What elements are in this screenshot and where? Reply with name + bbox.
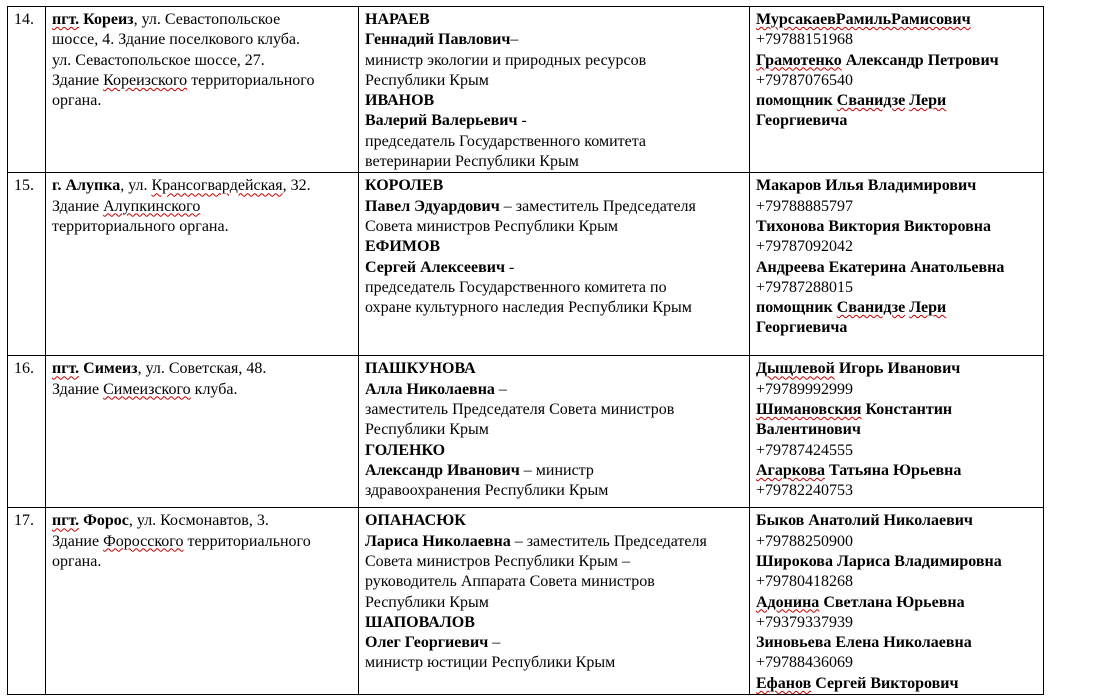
text-segment: ОПАНАСЮК	[365, 512, 466, 530]
text-segment: ЕФИМОВ	[365, 238, 441, 256]
spellcheck-flagged-text: Ефанов	[756, 674, 812, 692]
text-line	[756, 197, 1037, 217]
table-row	[8, 173, 1044, 356]
text-line	[756, 217, 1037, 237]
text-line	[365, 572, 743, 592]
text-segment: Здание	[52, 71, 104, 89]
spellcheck-flagged-text: Лери	[909, 299, 947, 317]
text-line	[365, 613, 743, 633]
text-segment: Татьяна Юрьевна	[824, 461, 962, 479]
text-line	[52, 91, 352, 111]
text-segment: руководитель Аппарата Совета министров	[365, 573, 655, 591]
spellcheck-flagged-text: пгт.	[52, 360, 80, 378]
text-line	[52, 511, 352, 531]
text-segment: +79379337939	[756, 613, 854, 631]
text-segment: Здание	[52, 532, 104, 550]
text-line	[52, 71, 352, 91]
contacts-cell	[750, 508, 1044, 695]
text-segment: –	[494, 380, 507, 398]
text-segment: , ул. Космонавтов, 3.	[128, 512, 269, 530]
text-line	[756, 674, 1037, 694]
text-line	[756, 441, 1037, 461]
text-line	[365, 237, 743, 257]
spellcheck-flagged-text: МурсакаевРамильРамисович	[756, 11, 971, 28]
responsible-officials-cell	[359, 7, 750, 173]
text-line	[52, 10, 352, 30]
text-line	[365, 71, 743, 91]
spellcheck-flagged-text: Крансогвардейская	[151, 177, 283, 195]
text-line	[365, 633, 743, 653]
text-line	[52, 176, 352, 196]
text-segment: +79787076540	[756, 71, 854, 89]
text-segment: – министр	[519, 461, 594, 479]
row-number-cell	[8, 508, 46, 695]
address-cell	[46, 173, 359, 356]
text-segment: Быков Анатолий Николаевич	[756, 512, 973, 530]
text-segment: председатель Государственного комитета по	[365, 278, 667, 296]
table-row	[8, 508, 1044, 695]
text-line	[365, 359, 743, 379]
text-line	[756, 633, 1037, 653]
text-segment: –	[488, 634, 501, 652]
text-segment: органа.	[52, 552, 102, 570]
text-segment: Александр Петрович	[841, 51, 999, 69]
text-line	[756, 258, 1037, 278]
text-segment: Сергей Викторович	[811, 674, 959, 692]
text-segment: +79787288015	[756, 278, 854, 296]
text-segment: Здание	[52, 197, 104, 215]
text-line	[365, 217, 743, 237]
text-segment: охране культурного наследия Республики Крым	[365, 299, 692, 317]
text-segment: Совета министров Республики Крым –	[365, 552, 630, 570]
text-line	[756, 318, 1037, 338]
text-segment: председатель Государственного комитета	[365, 132, 647, 150]
text-segment: территориального	[183, 532, 311, 550]
spellcheck-flagged-text: пгт.	[52, 512, 80, 530]
text-line	[365, 51, 743, 71]
text-line	[365, 400, 743, 420]
text-line	[756, 481, 1037, 501]
text-line	[52, 197, 352, 217]
text-line	[756, 552, 1037, 572]
text-segment: Александр Иванович	[365, 461, 520, 479]
text-segment: Павел Эдуардович	[365, 197, 500, 215]
text-segment: Сергей Алексеевич	[365, 258, 505, 276]
text-line	[365, 197, 743, 217]
text-segment: шоссе, 4. Здание поселкового клуба.	[52, 31, 301, 49]
text-line	[52, 30, 352, 50]
text-line	[365, 441, 743, 461]
text-segment: министр юстиции Республики Крым	[365, 654, 616, 672]
text-segment: территориального органа.	[52, 217, 229, 235]
text-segment: Здание	[52, 380, 104, 398]
text-segment: Геннадий Павлович	[365, 31, 511, 49]
row-number-cell	[8, 173, 46, 356]
text-segment: министр экологии и природных ресурсов	[365, 51, 647, 69]
text-line	[365, 461, 743, 481]
responsible-officials-cell	[359, 173, 750, 356]
row-number: 16.	[14, 360, 34, 378]
text-segment: –	[510, 31, 519, 49]
contacts-cell	[750, 173, 1044, 356]
text-line	[756, 298, 1037, 318]
text-line	[756, 71, 1037, 91]
text-segment: Республики Крым	[365, 421, 489, 439]
text-line	[756, 10, 1037, 30]
text-segment: помощник	[756, 299, 837, 317]
spellcheck-flagged-text: Сванидзе	[836, 92, 906, 110]
address-cell	[46, 356, 359, 508]
text-segment: Республики Крым	[365, 71, 489, 89]
text-line	[365, 176, 743, 196]
spellcheck-flagged-text: Адонина	[756, 593, 820, 611]
text-line	[365, 152, 743, 172]
text-line	[52, 380, 352, 400]
text-segment: +79787092042	[756, 238, 854, 256]
text-line	[756, 511, 1037, 531]
text-line	[365, 511, 743, 531]
text-line	[365, 132, 743, 152]
text-segment: Светлана Юрьевна	[819, 593, 965, 611]
text-line	[365, 91, 743, 111]
contacts-cell	[750, 356, 1044, 508]
address-cell	[46, 508, 359, 695]
text-segment: , ул.	[120, 177, 152, 195]
text-segment: Игорь Иванович	[834, 360, 961, 378]
text-segment: Георгиевича	[756, 319, 848, 337]
text-line	[756, 111, 1037, 131]
text-line	[756, 400, 1037, 420]
text-line	[756, 51, 1037, 71]
text-segment: Широкова Лариса Владимировна	[756, 552, 1002, 570]
spellcheck-flagged-text: Сванидзе	[836, 299, 906, 317]
text-segment: Тихонова Виктория Викторовна	[756, 217, 991, 235]
text-segment: помощник	[756, 92, 837, 110]
text-segment: Лариса Николаевна	[365, 532, 511, 550]
text-segment: КОРОЛЕВ	[365, 177, 444, 195]
text-line	[365, 593, 743, 613]
text-line	[756, 420, 1037, 440]
text-segment: +79780418268	[756, 573, 854, 591]
spellcheck-flagged-text: Алупкинского	[103, 197, 201, 215]
text-segment: органа.	[52, 92, 102, 110]
address-cell	[46, 7, 359, 173]
row-number: 17.	[14, 512, 34, 530]
table-row	[8, 356, 1044, 508]
text-line	[365, 420, 743, 440]
text-segment: заместитель Председателя Совета министров	[365, 400, 675, 418]
text-line	[365, 481, 743, 501]
text-line	[365, 10, 743, 30]
text-segment: Константин	[861, 400, 953, 418]
text-segment: г. Алупка	[52, 177, 121, 195]
text-segment: Совета министров Республики Крым	[365, 217, 618, 235]
text-line	[365, 653, 743, 673]
row-number-cell	[8, 7, 46, 173]
row-number: 15.	[14, 177, 34, 195]
text-segment: ИВАНОВ	[365, 92, 435, 110]
responsible-officials-cell	[359, 356, 750, 508]
text-line	[756, 278, 1037, 298]
contacts-cell	[750, 7, 1044, 173]
text-line	[756, 461, 1037, 481]
text-segment: Макаров Илья Владимирович	[756, 177, 977, 195]
row-number: 14.	[14, 11, 34, 28]
text-segment: Кореиз	[79, 11, 134, 28]
spellcheck-flagged-text: Лери	[909, 92, 947, 110]
text-line	[756, 30, 1037, 50]
text-segment: Алла Николаевна	[365, 380, 495, 398]
text-line	[756, 237, 1037, 257]
responsible-officials-cell	[359, 508, 750, 695]
spellcheck-flagged-text: Форосского	[103, 532, 184, 550]
text-segment: клуба.	[190, 380, 238, 398]
text-line	[52, 359, 352, 379]
text-segment: Республики Крым	[365, 593, 489, 611]
text-line	[756, 176, 1037, 196]
text-line	[52, 51, 352, 71]
text-segment: , 32.	[282, 177, 311, 195]
text-segment: Зиновьева Елена Николаевна	[756, 634, 972, 652]
text-line	[756, 653, 1037, 673]
text-segment: – заместитель Председателя	[510, 532, 707, 550]
text-line	[756, 532, 1037, 552]
text-segment: +79788436069	[756, 654, 854, 672]
spellcheck-flagged-text: Кореизского	[103, 71, 188, 89]
text-line	[52, 532, 352, 552]
text-segment: +79787424555	[756, 441, 854, 459]
text-segment: здравоохранения Республики Крым	[365, 482, 609, 500]
spellcheck-flagged-text: Шимановския	[756, 400, 862, 418]
text-segment: -	[504, 258, 515, 276]
text-segment: +79782240753	[756, 482, 854, 500]
spellcheck-flagged-text: пгт.	[52, 11, 80, 28]
text-line	[756, 380, 1037, 400]
row-number-cell	[8, 356, 46, 508]
text-line	[365, 30, 743, 50]
text-segment: +79788885797	[756, 197, 854, 215]
text-segment: +79788250900	[756, 532, 854, 550]
text-segment: ветеринарии Республики Крым	[365, 153, 579, 171]
text-segment: Олег Георгиевич	[365, 634, 489, 652]
spellcheck-flagged-text: Дыщлевой	[756, 360, 835, 378]
text-line	[365, 532, 743, 552]
text-line	[52, 217, 352, 237]
text-line	[365, 552, 743, 572]
text-segment: Георгиевича	[756, 112, 848, 130]
text-line	[52, 552, 352, 572]
text-segment: +79788151968	[756, 31, 854, 49]
text-segment: Валерий Валерьевич	[365, 112, 518, 130]
text-line	[365, 258, 743, 278]
spellcheck-flagged-text: Симеизского	[103, 380, 191, 398]
text-segment: Валентинович	[756, 421, 861, 439]
table-row	[8, 7, 1044, 173]
text-line	[365, 278, 743, 298]
schedule-table-body	[8, 7, 1044, 695]
text-segment: Андреева Екатерина Анатольевна	[756, 258, 1005, 276]
text-segment: территориального	[187, 71, 315, 89]
text-line	[365, 298, 743, 318]
text-segment: – заместитель Председателя	[499, 197, 696, 215]
text-line	[365, 380, 743, 400]
text-segment: ГОЛЕНКО	[365, 441, 446, 459]
spellcheck-flagged-text: Грамотенко	[756, 51, 842, 69]
text-line	[756, 359, 1037, 379]
text-line	[756, 572, 1037, 592]
text-segment: -	[517, 112, 527, 130]
text-segment: ПАШКУНОВА	[365, 360, 476, 378]
text-segment: , ул. Советская, 48.	[137, 360, 267, 378]
text-segment: , ул. Севастопольское	[133, 11, 281, 28]
text-line	[756, 91, 1037, 111]
text-segment: ШАПОВАЛОВ	[365, 613, 475, 631]
text-line	[756, 613, 1037, 633]
text-segment: ул. Севастопольское шоссе, 27.	[52, 51, 265, 69]
schedule-table	[7, 6, 1044, 695]
text-line	[365, 111, 743, 131]
text-segment: Симеиз	[79, 360, 138, 378]
text-segment: Форос	[79, 512, 129, 530]
text-line	[756, 593, 1037, 613]
text-segment: +79789992999	[756, 380, 854, 398]
text-segment: НАРАЕВ	[365, 11, 430, 28]
spellcheck-flagged-text: Агаркова	[756, 461, 825, 479]
